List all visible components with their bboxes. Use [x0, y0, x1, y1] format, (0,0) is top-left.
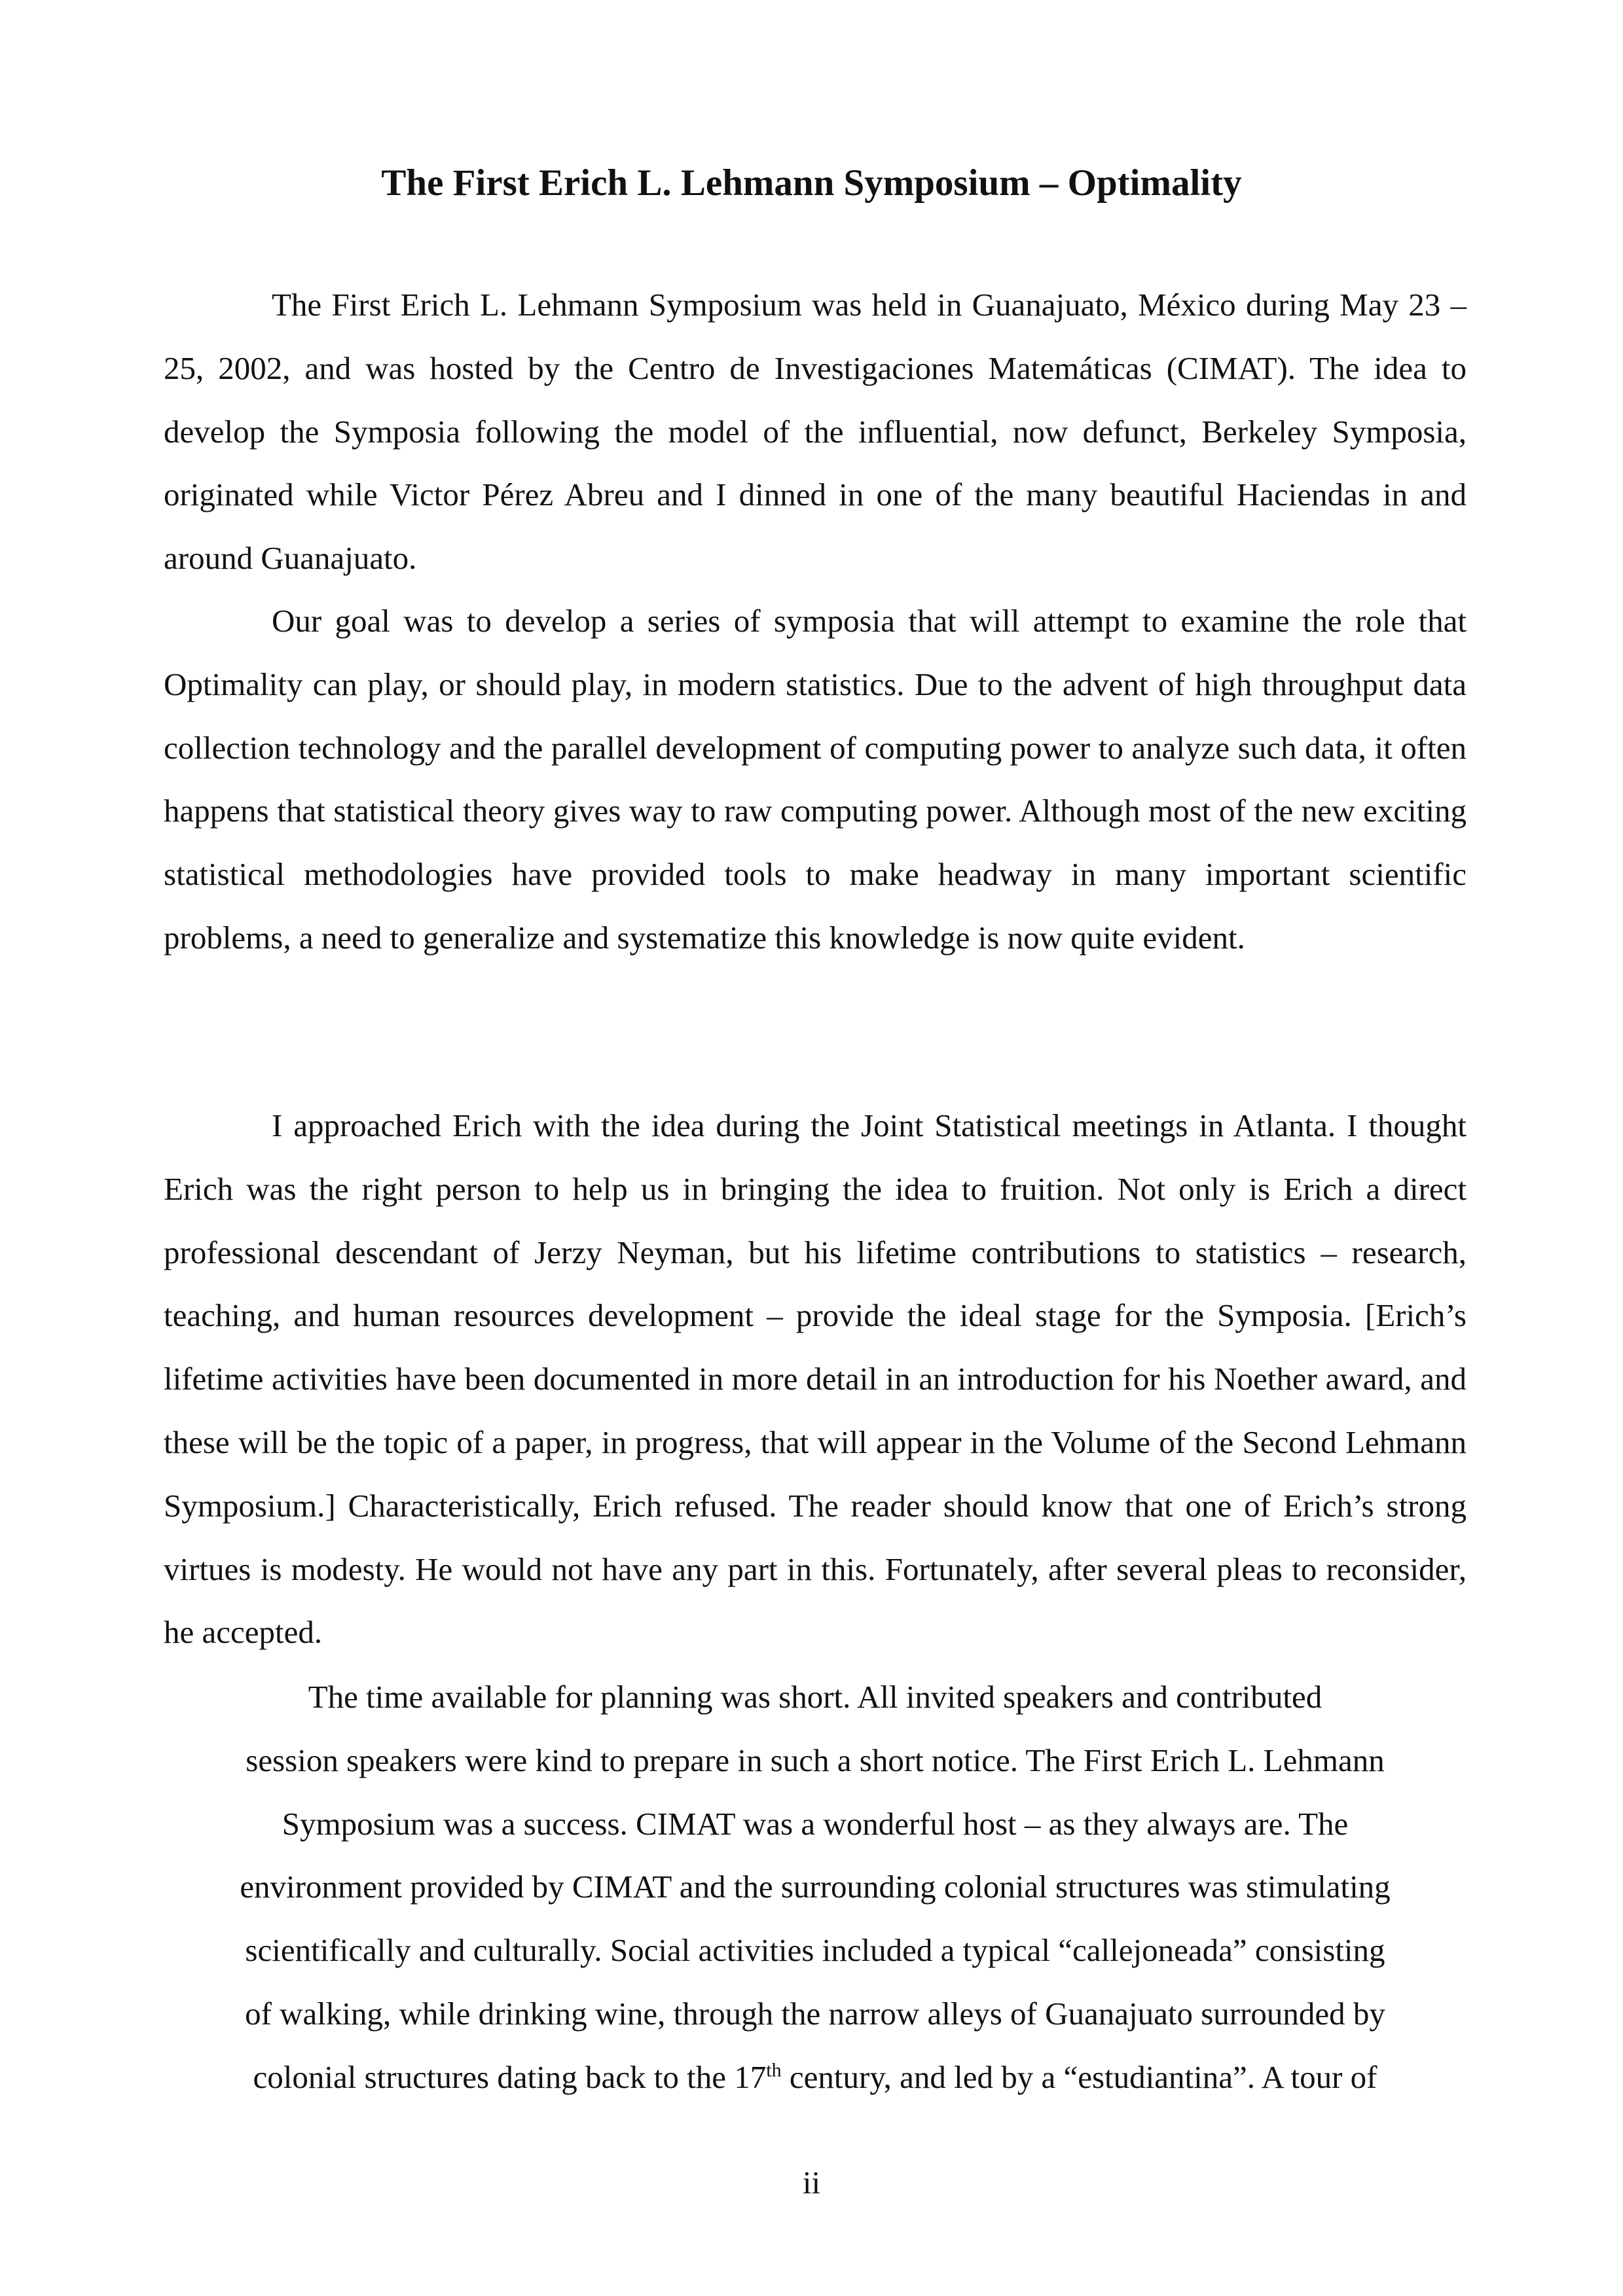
paragraph-4-line-1: The time available for planning was short. All invited speakers and contributed: [308, 1679, 1322, 1715]
paragraph-4-line-6: of walking, while drinking wine, through the narrow alleys of Guanajuato surrounded by: [245, 1995, 1385, 2032]
paragraph-4-line-3: Symposium was a success. CIMAT was a wonderful host – as they always are. The: [282, 1805, 1349, 1842]
paragraph-3: I approached Erich with the idea during the Joint Statistical meetings in Atlanta. I thought Erich was the right person to help us in bringing the idea to fruition. Not only is Erich a direct professional descendant of Jerzy Neyman, but his lifetime contributions to statistics – research, teaching, and human resources development – provide the ideal stage for the Symposia. [Erich’s lifetime activities have been documented in more detail in an introduction for his Noether award, and these will be the topic of a paper, in progress, that will appear in the Volume of the Second Lehmann Symposium.] Characteristically, Erich refused. The reader should know that one of Erich’s strong virtues is modesty. He would not have any part in this. Fortunately, after several pleas to reconsider, he accepted.: [164, 1107, 1467, 1651]
paragraph-4-line-4: environment provided by CIMAT and the surrounding colonial structures was stimulating: [240, 1869, 1391, 1905]
page-number: ii: [802, 2164, 821, 2200]
paragraph-2: Our goal was to develop a series of symposia that will attempt to examine the role that Optimality can play, or should play, in modern statistics. Due to the advent of high throughput data collection technology and the parallel development of computing power to analyze such data, it often happens that statistical theory gives way to raw computing power. Although most of the new exciting statistical methodologies have provided tools to make headway in many important scientific problems, a need to generalize and systematize this knowledge is now quite evident.: [164, 603, 1467, 956]
paragraph-4: [164, 1666, 1467, 2109]
paragraph-4-line-2: session speakers were kind to prepare in such a short notice. The First Erich L. Lehmann: [246, 1742, 1385, 1778]
last-line-end: century, and led by a “estudiantina”. A tour of: [781, 2058, 1377, 2095]
ordinal-superscript: th: [766, 2059, 782, 2081]
paragraph-1: The First Erich L. Lehmann Symposium was held in Guanajuato, México during May 23 – 25, 2002, and was hosted by the Centro de Investigaciones Matemáticas (CIMAT). The idea to develop the Symposia following the model of the influential, now defunct, Berkeley Symposia, originated while Victor Pérez Abreu and I dinned in one of the many beautiful Haciendas in and around Guanajuato.: [164, 287, 1467, 577]
paragraph-4-line-7: [164, 2046, 1467, 2109]
paragraph-4-line-5: scientifically and culturally. Social activities included a typical “callejoneada” consisting: [245, 1932, 1385, 1969]
document-title: The First Erich L. Lehmann Symposium – Optimality: [381, 162, 1242, 204]
last-line-start: colonial structures dating back to the 17: [253, 2058, 767, 2095]
